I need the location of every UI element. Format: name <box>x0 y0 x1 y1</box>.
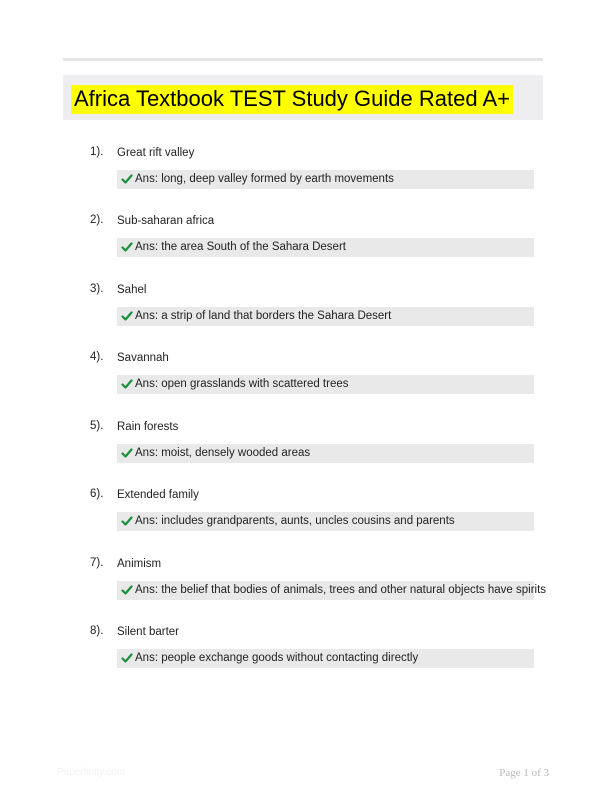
page-number: Page 1 of 3 <box>499 767 549 779</box>
question-item-1 <box>0 145 606 205</box>
answer-box <box>117 512 534 531</box>
answer-box <box>117 307 534 326</box>
question-item-3 <box>0 282 606 342</box>
answer-box <box>117 649 534 668</box>
question-number: 4). <box>90 351 104 363</box>
answer-box <box>117 581 547 600</box>
footer-watermark: Paperfinity.com <box>57 767 126 778</box>
check-icon <box>121 652 133 664</box>
question-number: 8). <box>90 625 104 637</box>
answer-text: Ans: open grasslands with scattered trees <box>135 378 349 390</box>
document-title: Africa Textbook TEST Study Guide Rated A+ <box>71 85 513 114</box>
question-text: Savannah <box>117 352 169 364</box>
question-text: Great rift valley <box>117 147 195 159</box>
question-item-7 <box>0 556 606 616</box>
question-number: 3). <box>90 283 104 295</box>
question-text: Animism <box>117 558 162 570</box>
check-icon <box>121 447 133 459</box>
answer-text: Ans: the area South of the Sahara Desert <box>135 241 346 253</box>
question-text: Silent barter <box>117 626 180 638</box>
question-item-8 <box>0 624 606 684</box>
question-text: Extended family <box>117 489 199 501</box>
question-number: 2). <box>90 214 104 226</box>
question-number: 1). <box>90 146 104 158</box>
check-icon <box>121 584 133 596</box>
question-item-6 <box>0 487 606 547</box>
answer-text: Ans: long, deep valley formed by earth movements <box>135 173 394 185</box>
question-number: 5). <box>90 420 104 432</box>
question-text: Sahel <box>117 284 147 296</box>
check-icon <box>121 173 133 185</box>
answer-box <box>117 375 534 394</box>
answer-box <box>117 238 534 257</box>
answer-text: Ans: a strip of land that borders the Sahara Desert <box>135 310 392 322</box>
check-icon <box>121 310 133 322</box>
question-item-2 <box>0 213 606 273</box>
answer-box <box>117 444 534 463</box>
answer-text: Ans: people exchange goods without contacting directly <box>135 652 419 664</box>
question-item-5 <box>0 419 606 479</box>
answer-text: Ans: the belief that bodies of animals, trees and other natural objects have spirits <box>135 584 547 596</box>
answer-text: Ans: includes grandparents, aunts, uncles cousins and parents <box>135 515 455 527</box>
check-icon <box>121 378 133 390</box>
question-number: 6). <box>90 488 104 500</box>
question-number: 7). <box>90 557 104 569</box>
answer-text: Ans: moist, densely wooded areas <box>135 447 311 459</box>
check-icon <box>121 241 133 253</box>
answer-box <box>117 170 534 189</box>
check-icon <box>121 515 133 527</box>
question-text: Rain forests <box>117 421 179 433</box>
question-item-4 <box>0 350 606 410</box>
question-text: Sub-saharan africa <box>117 215 215 227</box>
